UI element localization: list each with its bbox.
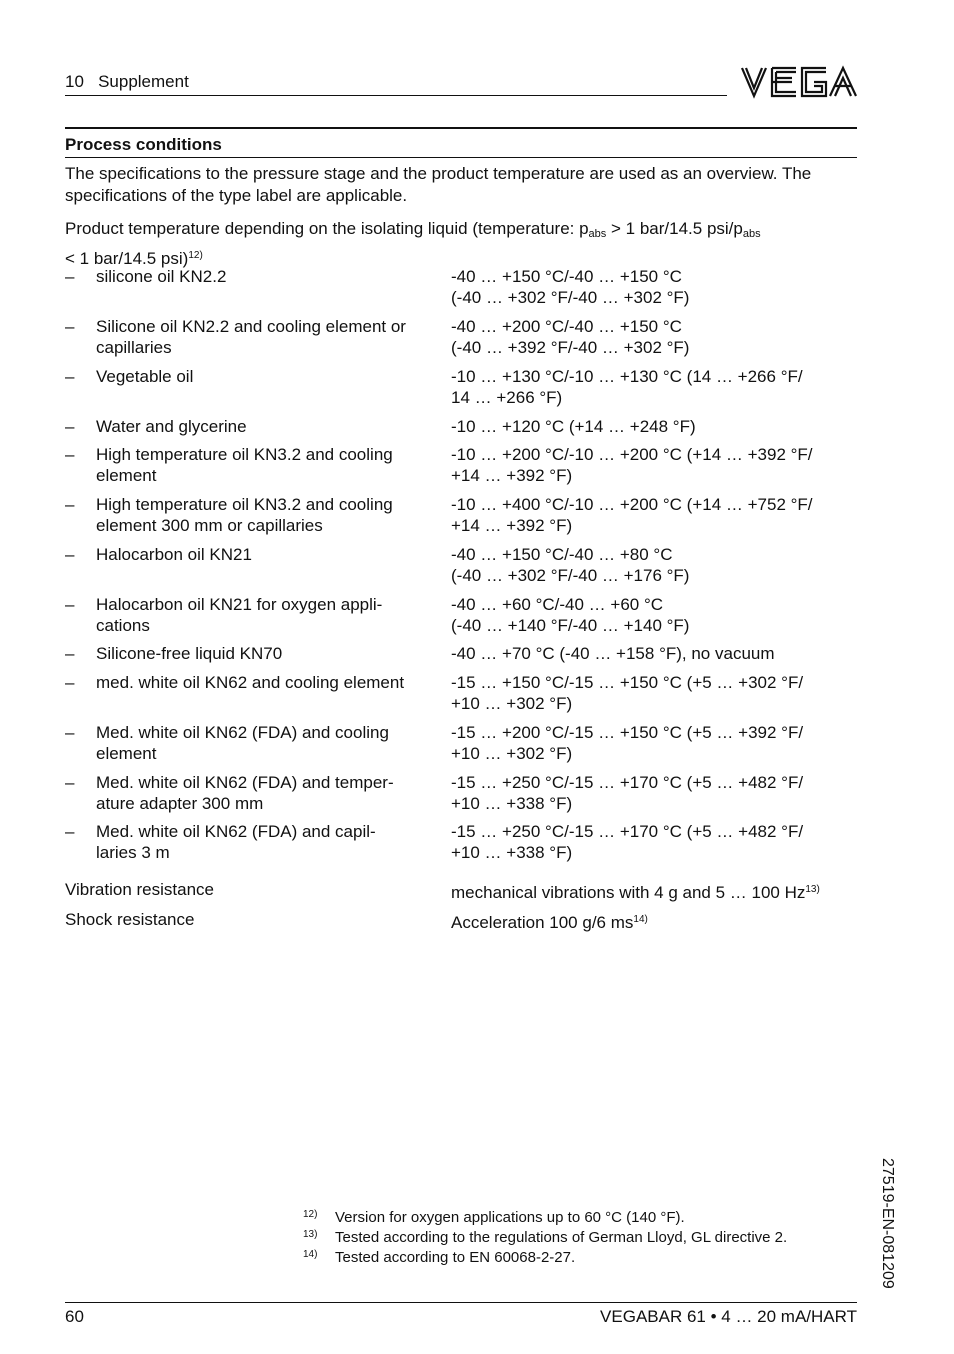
- row-label: Halocarbon oil KN21 for oxygen appli- cations: [96, 595, 383, 635]
- row-dash: –: [65, 317, 75, 336]
- document-code: [870, 1158, 900, 1308]
- shock-footnote-ref: 14): [633, 914, 648, 925]
- document-code-text: 27519-EN-081209: [879, 1158, 896, 1289]
- vega-logo: [740, 64, 858, 100]
- row-dash: –: [65, 495, 75, 514]
- temp-intro-part3: < 1 bar/14.5 psi): [65, 249, 189, 268]
- row-value: -40 … +150 °C/-40 … +150 °C (-40 … +302 °F/-40 … +302 °F): [451, 267, 690, 307]
- footer-rule: [65, 1302, 857, 1303]
- row-value: -40 … +70 °C (-40 … +158 °F), no vacuum: [451, 644, 775, 663]
- row-dash: –: [65, 773, 75, 792]
- footnote-number: 12): [303, 1209, 318, 1220]
- footnote-text: Tested according to EN 60068-2-27.: [335, 1249, 576, 1266]
- row-label: Water and glycerine: [96, 417, 247, 436]
- row-label: Halocarbon oil KN21: [96, 545, 252, 564]
- row-label: med. white oil KN62 and cooling element: [96, 673, 405, 692]
- vibration-label: Vibration resistance: [65, 880, 214, 899]
- row-value: -10 … +120 °C (+14 … +248 °F): [451, 417, 696, 436]
- row-label: High temperature oil KN3.2 and cooling element: [96, 445, 393, 485]
- temp-intro-part1: Product temperature depending on the isolating liquid (temperature: p: [65, 219, 589, 238]
- row-dash: –: [65, 545, 75, 564]
- vibration-footnote-ref: 13): [805, 884, 820, 895]
- row-dash: –: [65, 673, 75, 692]
- intro-paragraph: The specifications to the pressure stage and the product temperature are used as an overview. The specifications of the type label are applicable.: [65, 164, 812, 205]
- temp-intro-footnote-ref: 12): [188, 250, 203, 261]
- header-section: 10 Supplement: [65, 72, 189, 91]
- section-rule-bottom: [65, 157, 857, 158]
- row-value: -10 … +130 °C/-10 … +130 °C (14 … +266 °F/ 14 … +266 °F): [451, 367, 803, 407]
- shock-label: Shock resistance: [65, 910, 195, 929]
- temperature-intro: [65, 218, 855, 270]
- row-value: -15 … +150 °C/-15 … +150 °C (+5 … +302 °F/ +10 … +302 °F): [451, 673, 804, 713]
- temp-intro-part2: > 1 bar/14.5 psi/p: [606, 219, 743, 238]
- row-dash: –: [65, 267, 75, 286]
- row-dash: –: [65, 822, 75, 841]
- header-rule: [65, 95, 727, 96]
- section-rule-top: [65, 127, 857, 129]
- row-label: High temperature oil KN3.2 and cooling element 300 mm or capillaries: [96, 495, 393, 535]
- row-value: -10 … +400 °C/-10 … +200 °C (+14 … +752 °F/ +14 … +392 °F): [451, 495, 813, 535]
- row-value: -10 … +200 °C/-10 … +200 °C (+14 … +392 °F/ +14 … +392 °F): [451, 445, 813, 485]
- row-value: -15 … +250 °C/-15 … +170 °C (+5 … +482 °F/ +10 … +338 °F): [451, 822, 804, 862]
- footnote-text: Tested according to the regulations of German Lloyd, GL directive 2.: [335, 1229, 788, 1246]
- row-dash: –: [65, 445, 75, 464]
- shock-value: [451, 909, 857, 933]
- shock-value-text: Acceleration 100 g/6 ms: [451, 913, 634, 932]
- row-label: Med. white oil KN62 (FDA) and temper- ature adapter 300 mm: [96, 773, 394, 813]
- row-value: -40 … +150 °C/-40 … +80 °C (-40 … +302 °F/-40 … +176 °F): [451, 545, 690, 585]
- row-value: -40 … +60 °C/-40 … +60 °C (-40 … +140 °F/-40 … +140 °F): [451, 595, 690, 635]
- row-dash: –: [65, 723, 75, 742]
- row-value: -15 … +200 °C/-15 … +150 °C (+5 … +392 °F/ +10 … +302 °F): [451, 723, 804, 763]
- product-name: VEGABAR 61 • 4 … 20 mA/HART: [600, 1307, 857, 1326]
- row-dash: –: [65, 595, 75, 614]
- temp-intro-sub1: abs: [588, 228, 607, 240]
- row-label: silicone oil KN2.2: [96, 267, 227, 286]
- row-label: Silicone oil KN2.2 and cooling element or capillaries: [96, 317, 406, 357]
- vibration-value: [451, 879, 857, 903]
- row-dash: –: [65, 417, 75, 436]
- vibration-value-text: mechanical vibrations with 4 g and 5 … 100 Hz: [451, 883, 806, 902]
- row-dash: –: [65, 367, 75, 386]
- row-value: -40 … +200 °C/-40 … +150 °C (-40 … +392 °F/-40 … +302 °F): [451, 317, 690, 357]
- footnote-text: Version for oxygen applications up to 60 °C (140 °F).: [335, 1209, 685, 1226]
- footnote-number: 14): [303, 1249, 318, 1260]
- page-number: 60: [65, 1307, 84, 1326]
- row-label: Silicone-free liquid KN70: [96, 644, 283, 663]
- row-dash: –: [65, 644, 75, 663]
- footnote-number: 13): [303, 1229, 318, 1240]
- row-label: Vegetable oil: [96, 367, 194, 386]
- section-title: Process conditions: [65, 135, 222, 154]
- row-label: Med. white oil KN62 (FDA) and capil- laries 3 m: [96, 822, 376, 862]
- row-label: Med. white oil KN62 (FDA) and cooling element: [96, 723, 389, 763]
- row-value: -15 … +250 °C/-15 … +170 °C (+5 … +482 °F/ +10 … +338 °F): [451, 773, 804, 813]
- temp-intro-sub2: abs: [742, 228, 761, 240]
